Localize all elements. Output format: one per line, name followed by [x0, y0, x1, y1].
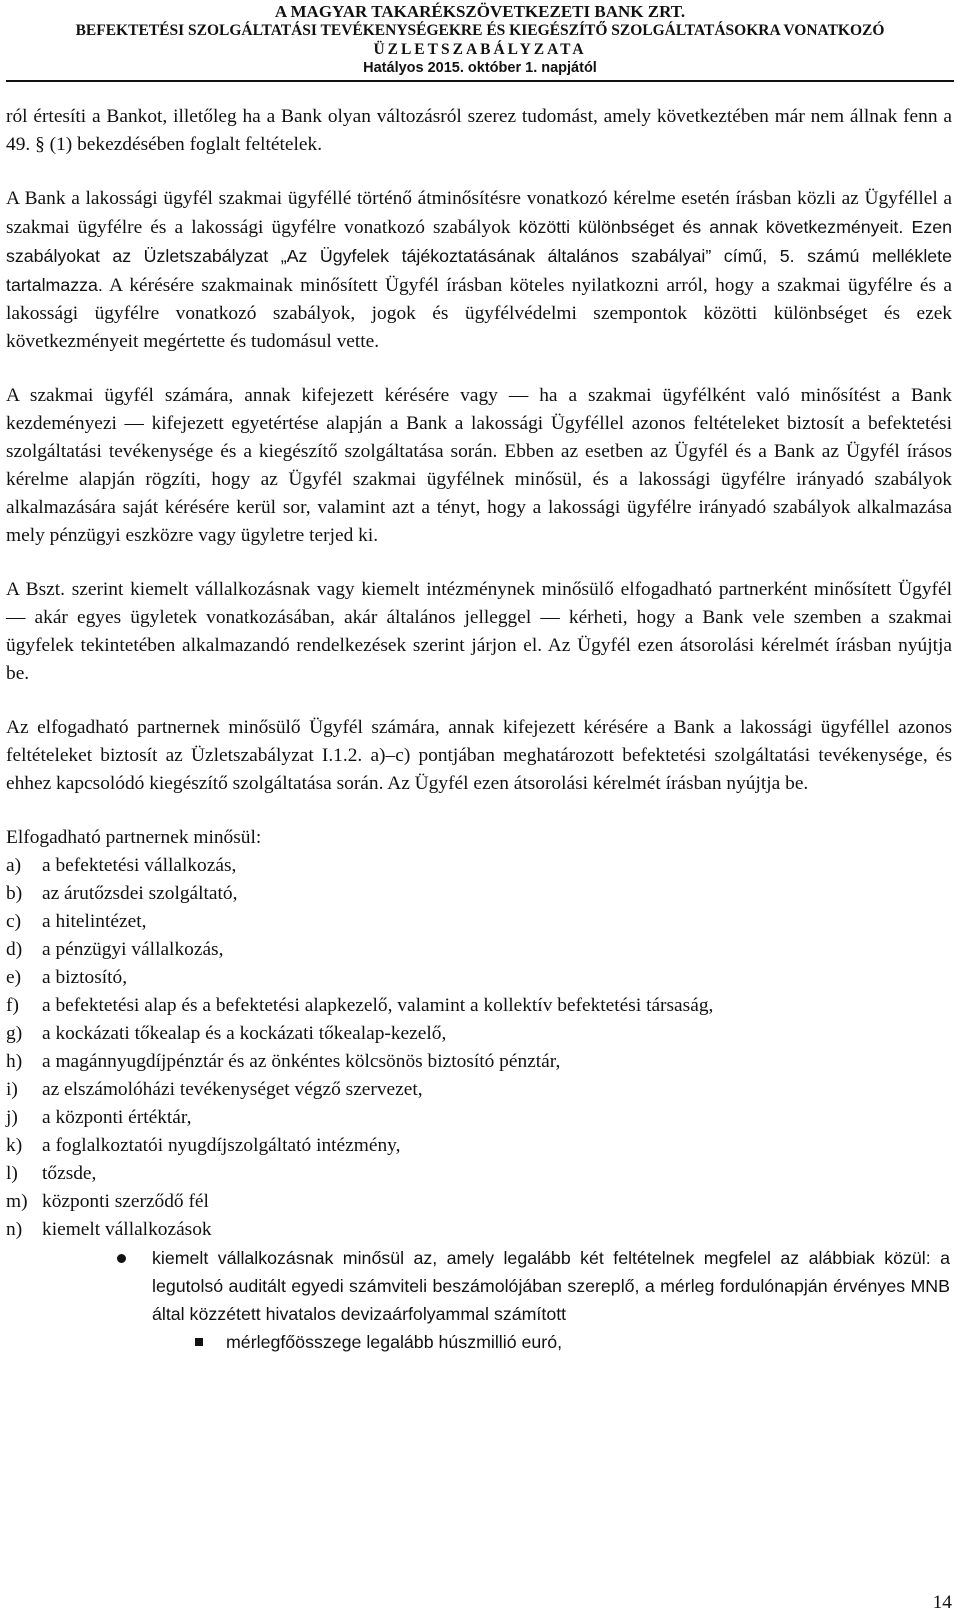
list-item-label: i) [6, 1079, 18, 1100]
eligible-counterparty-list [6, 852, 952, 1244]
header-document-subject: BEFEKTETÉSI SZOLGÁLTATÁSI TEVÉKENYSÉGEKRE ÉS KIEGÉSZÍTŐ SZOLGÁLTATÁSOKRA VONATKOZÓ [75, 22, 885, 39]
list-item-text: a befektetési alap és a befektetési alapkezelő, valamint a kollektív befektetési társaság, [42, 995, 714, 1016]
bullet-icon [115, 1244, 152, 1328]
sub-bullet-list [6, 1328, 952, 1356]
list-item [6, 1132, 952, 1160]
list-item [6, 1216, 952, 1244]
list-item [6, 908, 952, 936]
list-item-text: a biztosító, [42, 967, 128, 988]
list-item-label: g) [6, 1023, 23, 1044]
list-item-text: központi szerződő fél [42, 1191, 209, 1212]
list-item-label: h) [6, 1051, 23, 1072]
list-item-text: a magánnyugdíjpénztár és az önkéntes kölcsönös biztosító pénztár, [42, 1051, 561, 1072]
list-item-label: j) [6, 1107, 18, 1128]
list-item-text: a kockázati tőkealap és a kockázati tőkealap-kezelő, [42, 1023, 447, 1044]
list-item [189, 1328, 952, 1356]
list-item [6, 1020, 952, 1048]
list-item [6, 1188, 952, 1216]
list-item [6, 936, 952, 964]
paragraph-continuation: ról értesíti a Bankot, illetőleg ha a Bank olyan változásról szerez tudomást, amely következtében már nem állnak fenn a 49. § (1) bekezdésében foglalt feltételek. [6, 106, 952, 155]
list-item-text: tőzsde, [42, 1163, 97, 1184]
list-item-label: a) [6, 855, 22, 876]
list-item-label: k) [6, 1135, 23, 1156]
list-item-label: e) [6, 967, 22, 988]
list-item-text: a központi értéktár, [42, 1107, 192, 1128]
paragraph-bszt: A Bszt. szerint kiemelt vállalkozásnak vagy kiemelt intézménynek minősülő elfogadható partnerként minősített Ügyfél — akár egyes ügyletek vonatkozásában, akár általános jelleggel — kérheti, hogy a Bank vele szemben a szakmai ügyfelek tekintetében alkalmazandó rendelkezések szerint járjon el. Az Ügyfél ezen átsorolási kérelmét írásban nyújtja be. [6, 579, 952, 684]
paragraph-text: A kérésére szakmainak minősített Ügyfél írásban köteles nyilatkozni arról, hogy a szakmai ügyfélre és a lakossági ügyfélre vonatkozó szabályok, jogok és ügyfélvédelmi szempontok közötti különbséget és ezek következményeit megértette és tudomásul vette. [6, 275, 952, 352]
list-item-text: az árutőzsdei szolgáltató, [42, 883, 238, 904]
list-item-text: az elszámolóházi tevékenységet végző szervezet, [42, 1079, 423, 1100]
page-body [6, 103, 952, 1356]
list-heading: Elfogadható partnernek minősül: [6, 827, 262, 848]
list-item-label: d) [6, 939, 23, 960]
list-item-text: a foglalkoztatói nyugdíjszolgáltató intézmény, [42, 1135, 401, 1156]
list-item-label: f) [6, 995, 19, 1016]
list-item-label: n) [6, 1219, 23, 1240]
header-bank-name: A MAGYAR TAKARÉKSZÖVETKEZETI BANK ZRT. [274, 2, 686, 21]
square-bullet-icon [189, 1328, 226, 1356]
list-item [6, 1160, 952, 1188]
list-item-text: a hitelintézet, [42, 911, 147, 932]
paragraph-professional-client: A szakmai ügyfél számára, annak kifejezett kérésére vagy — ha a szakmai ügyfélként való minősítést a Bank kezdeményezi — kifejezett egyetértése alapján a Bank a lakossági Ügyféllel azonos feltételeket biztosít a befektetési szolgáltatási tevékenysége és a kiegészítő szolgáltatása során. Ebben az esetben az Ügyfél és a Bank az Ügyfél írásos kérelme alapján rögzíti, hogy az Ügyfél szakmai ügyfélnek minősül, és a lakossági ügyfélre irányadó szabályok alkalmazására saját kérésére kerül sor, valamint azt a tényt, hogy a lakossági ügyfélre irányadó szabályok alkalmazása mely pénzügyi eszközre vagy ügyletre terjed ki. [6, 385, 952, 546]
paragraph-reclassification-request [6, 185, 952, 356]
list-item-label: m) [6, 1191, 28, 1212]
paragraph-text: A Bank a lakossági ügyfél szakmai ügyféllé történő átminősítésre vonatkozó kérelme esetén írásban közli az Ügyféllel a szakmai ügyfélre és a lakossági ügyfélre vonatkozó szabályok [6, 188, 952, 238]
list-item-text: kiemelt vállalkozások [42, 1219, 212, 1240]
list-item [6, 964, 952, 992]
sub-bullet-text: mérlegfőösszege legalább húszmillió euró, [226, 1332, 563, 1352]
list-item [6, 880, 952, 908]
header-effective-date: Hatályos 2015. október 1. napjától [363, 60, 597, 76]
list-item [6, 852, 952, 880]
list-item [6, 1076, 952, 1104]
paragraph-text-sans: közötti különbséget és annak következményeit. Ezen szabályokat az Üzletszabályzat „Az Ügyfelek tájékoztatásának általános szabályai” című, 5. számú melléklete tartalmazza. [6, 217, 952, 295]
list-item [115, 1244, 952, 1328]
list-item-label: l) [6, 1163, 18, 1184]
page-number: 14 [932, 1592, 952, 1613]
header-document-title: ÜZLETSZABÁLYZATA [373, 41, 587, 58]
list-item-label: b) [6, 883, 23, 904]
list-item-label: c) [6, 911, 22, 932]
list-item [6, 1048, 952, 1076]
header-divider [6, 80, 954, 82]
list-item-text: a befektetési vállalkozás, [42, 855, 237, 876]
list-item-text: a pénzügyi vállalkozás, [42, 939, 224, 960]
bullet-list [6, 1244, 952, 1328]
paragraph-eligible-counterparty: Az elfogadható partnernek minősülő Ügyfél számára, annak kifejezett kérésére a Bank a lakossági ügyféllel azonos feltételeket biztosít az Üzletszabályzat I.1.2. a)–c) pontjában meghatározott befektetési szolgáltatási tevékenysége, és ehhez kapcsolódó kiegészítő szolgáltatása során. Az Ügyfél ezen átsorolási kérelmét írásban nyújtja be. [6, 717, 952, 794]
document-header [0, 2, 960, 78]
bullet-text: kiemelt vállalkozásnak minősül az, amely legalább két feltételnek megfelel az alábbiak közül: a legutolsó auditált egyedi számviteli beszámolójában szereplő, a mérleg fordulónapján érvényes MNB által közzétett hivatalos devizaárfolyammal számított [152, 1248, 950, 1324]
list-item [6, 1104, 952, 1132]
list-item [6, 992, 952, 1020]
